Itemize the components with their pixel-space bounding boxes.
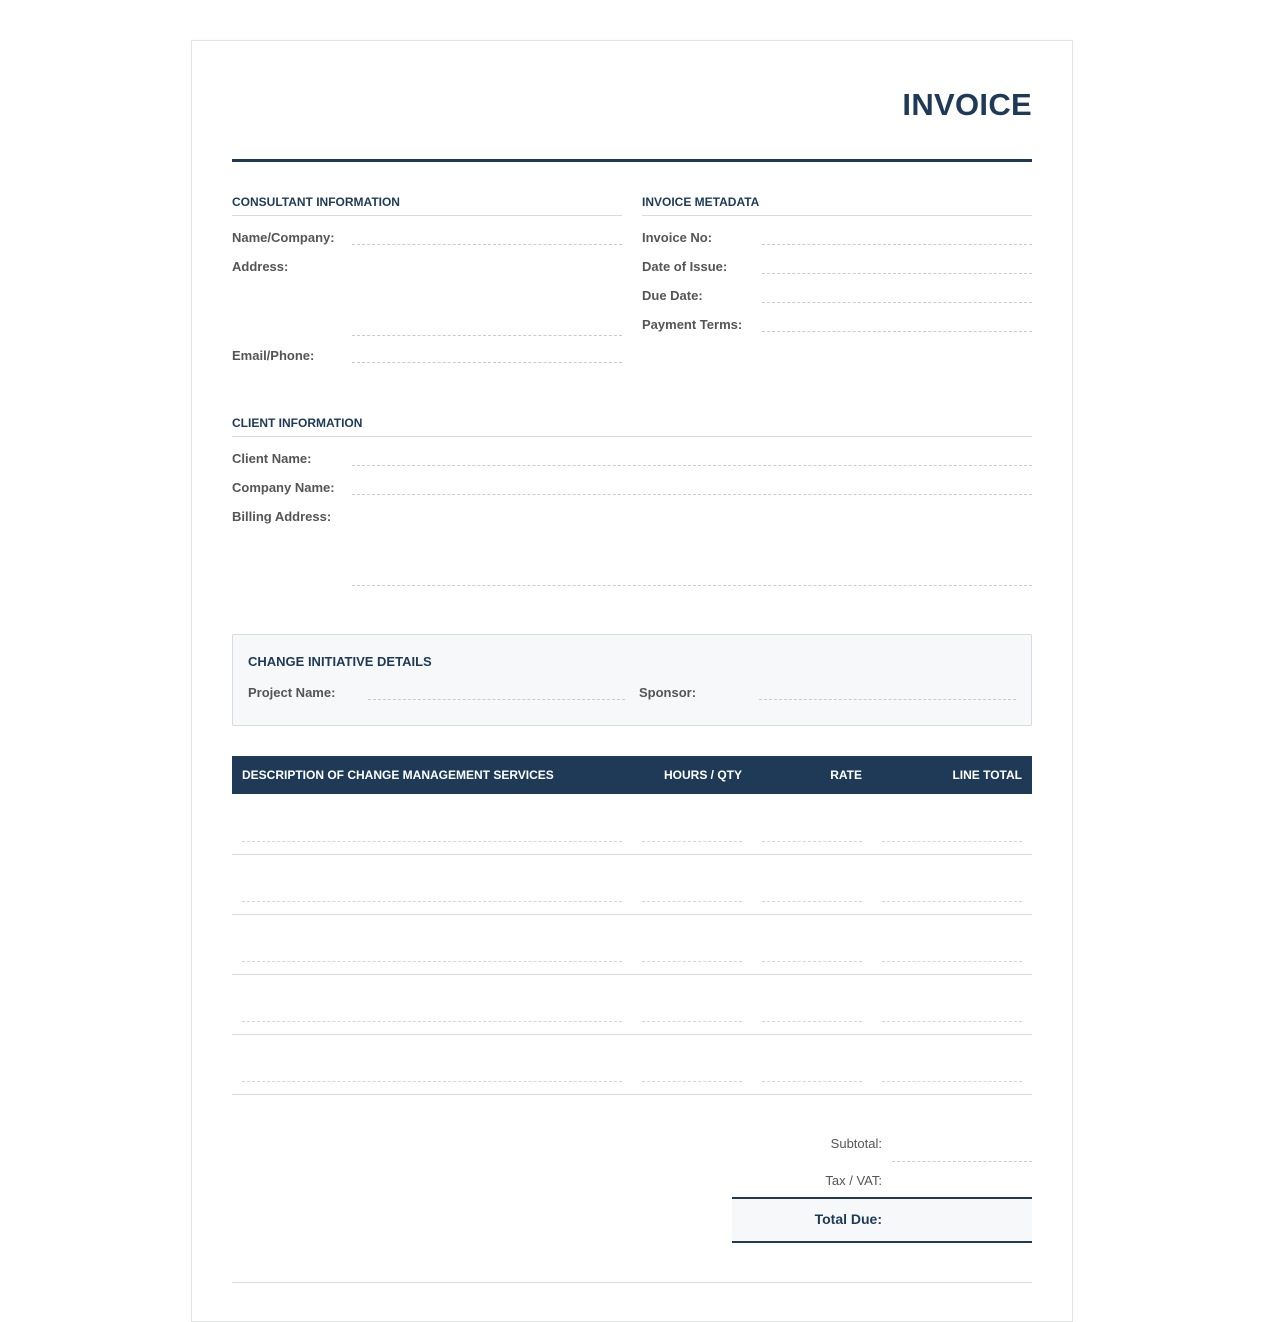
client-heading: CLIENT INFORMATION — [232, 416, 1032, 437]
company-name-label: Company Name: — [232, 480, 335, 495]
rate-field[interactable] — [762, 841, 862, 842]
hours-field[interactable] — [642, 901, 742, 902]
invoice-no-field[interactable] — [762, 244, 1032, 245]
company-name-field[interactable] — [352, 494, 1032, 495]
line-total-field[interactable] — [882, 1021, 1022, 1022]
invoice-no-label: Invoice No: — [642, 230, 713, 245]
consultant-name-label: Name/Company: — [232, 230, 335, 245]
metadata-heading: INVOICE METADATA — [642, 195, 1032, 216]
table-row — [232, 974, 1032, 1035]
consultant-name-field[interactable] — [352, 244, 622, 245]
due-date-label: Due Date: — [642, 288, 703, 303]
client-name-field[interactable] — [352, 465, 1032, 466]
subtotal-label: Subtotal: — [830, 1136, 882, 1151]
table-row — [232, 854, 1032, 915]
sponsor-label: Sponsor: — [639, 685, 697, 700]
total-due-label: Total Due: — [814, 1211, 882, 1227]
issue-date-field[interactable] — [762, 273, 1032, 274]
description-field[interactable] — [242, 901, 622, 902]
services-table-header — [232, 756, 1032, 794]
description-field[interactable] — [242, 841, 622, 842]
subtotal-field[interactable] — [892, 1161, 1032, 1162]
billing-address-label: Billing Address: — [232, 509, 332, 524]
line-total-field[interactable] — [882, 901, 1022, 902]
footer-divider — [232, 1282, 1032, 1283]
initiative-panel — [232, 634, 1032, 726]
col-hours: HOURS / QTY — [663, 768, 742, 782]
rate-field[interactable] — [762, 1021, 862, 1022]
consultant-address-field[interactable] — [352, 335, 622, 336]
sponsor-field[interactable] — [759, 699, 1016, 700]
rate-field[interactable] — [762, 901, 862, 902]
invoice-page — [191, 40, 1073, 1322]
issue-date-label: Date of Issue: — [642, 259, 728, 274]
initiative-heading: CHANGE INITIATIVE DETAILS — [248, 654, 432, 669]
rate-field[interactable] — [762, 1081, 862, 1082]
billing-address-field[interactable] — [352, 585, 1032, 586]
rate-field[interactable] — [762, 961, 862, 962]
description-field[interactable] — [242, 1021, 622, 1022]
due-date-field[interactable] — [762, 302, 1032, 303]
col-description: DESCRIPTION OF CHANGE MANAGEMENT SERVICES — [242, 768, 554, 782]
invoice-title: INVOICE — [902, 87, 1032, 122]
hours-field[interactable] — [642, 841, 742, 842]
client-name-label: Client Name: — [232, 451, 312, 466]
tax-label: Tax / VAT: — [825, 1173, 882, 1188]
col-line-total: LINE TOTAL — [952, 768, 1022, 782]
table-row — [232, 794, 1032, 855]
title-divider — [232, 159, 1032, 162]
total-due-box — [732, 1197, 1032, 1243]
consultant-email-label: Email/Phone: — [232, 348, 315, 363]
description-field[interactable] — [242, 1081, 622, 1082]
consultant-heading: CONSULTANT INFORMATION — [232, 195, 622, 216]
description-field[interactable] — [242, 961, 622, 962]
col-rate: RATE — [830, 768, 862, 782]
payment-terms-label: Payment Terms: — [642, 317, 743, 332]
project-name-field[interactable] — [368, 699, 625, 700]
hours-field[interactable] — [642, 961, 742, 962]
consultant-email-field[interactable] — [352, 362, 622, 363]
table-row — [232, 1034, 1032, 1095]
payment-terms-field[interactable] — [762, 331, 1032, 332]
table-row — [232, 914, 1032, 975]
hours-field[interactable] — [642, 1081, 742, 1082]
consultant-address-label: Address: — [232, 259, 289, 274]
invoice-content — [232, 41, 1032, 1321]
line-total-field[interactable] — [882, 841, 1022, 842]
line-total-field[interactable] — [882, 961, 1022, 962]
line-total-field[interactable] — [882, 1081, 1022, 1082]
hours-field[interactable] — [642, 1021, 742, 1022]
project-name-label: Project Name: — [248, 685, 336, 700]
